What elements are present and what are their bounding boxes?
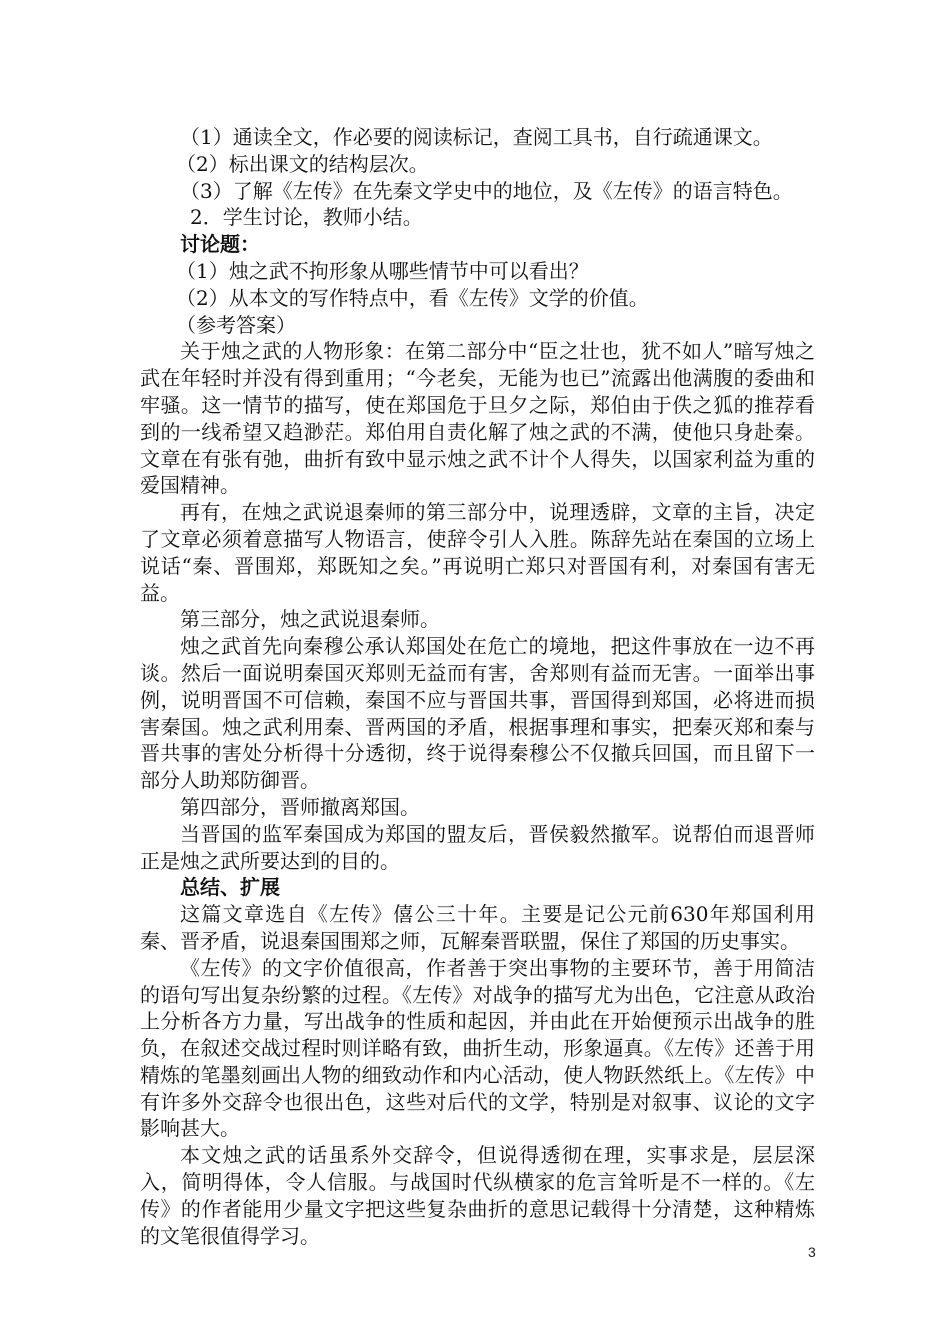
list-item-read-text: （1）通读全文，作必要的阅读标记，查阅工具书，自行疏通课文。 (180, 125, 773, 149)
paragraph-part-three-detail: 烛之武首先向秦穆公承认郑国处在危亡的境地，把这件事放在一边不再谈。然后一面说明秦国灭郑则无益而有害，舍郑则有益而无害。一面举出事例，说明晋国不可信赖，秦国不应与晋国共事，晋国得到郑国，必将进而损害秦国。烛之武利用秦、晋两国的矛盾，根据事理和事实，把秦灭郑和秦与晋共事的害处分析得十分透彻，终于说得秦穆公不仅撤兵回国，而且留下一部分人助郑防御晋。 (140, 634, 815, 793)
paragraph-part-three-analysis: 再有，在烛之武说退秦师的第三部分中，说理透辟，文章的主旨，决定了文章必须着意描写人物语言，使辞令引人入胜。陈辞先站在秦国的立场上说话“秦、晋围郑，郑既知之矣。”再说明亡郑只对晋国有利，对秦国有害无益。 (140, 500, 815, 605)
paragraph-character-image: 关于烛之武的人物形象：在第二部分中“臣之壮也，犹不如人”暗写烛之武在年轻时并没有得到重用；“今老矣，无能为也已”流露出他满腹的委曲和牢骚。这一情节的描写，使在郑国危于旦夕之际，郑伯由于佚之狐的推荐看到的一线希望又趋渺茫。郑伯用自责化解了烛之武的不满，使他只身赴秦。文章在有张有弛，曲折有致中显示烛之武不计个人得失，以国家利益为重的爱国精神。 (140, 339, 815, 498)
list-item-structure: （2）标出课文的结构层次。 (176, 151, 429, 176)
paragraph-zuozhuan-value: 《左传》的文字价值很高，作者善于突出事物的主要环节，善于用简洁的语句写出复杂纷繁的过程。《左传》对战争的描写尤为出色，它注意从政治上分析各方力量，写出战争的性质和起因，并由此在开始便预示出战争的胜负，在叙述交战过程时则详略有致，曲折生动，形象逼真。《左传》还善于用精炼的笔墨刻画出人物的细致动作和内心活动，使人物跃然纸上。《左传》中有许多外交辞令也很出色，这些对后代的文学，特别是对叙事、议论的文字影响甚大。 (140, 955, 815, 1141)
paragraph-part-four-title: 第四部分，晋师撤离郑国。 (180, 794, 420, 819)
list-item-zuozhuan-status: （3）了解《左传》在先秦文学史中的地位，及《左传》的语言特色。 (180, 178, 793, 203)
heading-discussion-topics: 讨论题： (180, 232, 260, 257)
document-body (140, 124, 815, 1249)
paragraph-summary-source: 这篇文章选自《左传》僖公三十年。主要是记公元前630年郑国利用秦、晋矛盾，说退秦国围郑之师，瓦解秦晋联盟，保住了郑国的历史事实。 (140, 902, 815, 953)
question-2: （2）从本文的写作特点中，看《左传》文学的价值。 (176, 285, 649, 310)
page-number: 3 (808, 1244, 816, 1260)
paragraph-conclusion: 本文烛之武的话虽系外交辞令，但说得透彻在理，实事求是，层层深入，简明得体，令人信服。与战国时代纵横家的危言耸听是不一样的。《左传》的作者能用少量文字把这些复杂曲折的意思记载得十分清楚，这种精炼的文笔很值得学习。 (140, 1143, 815, 1248)
list-item-discussion: 2．学生讨论，教师小结。 (190, 205, 423, 230)
reference-answer-label: （参考答案） (176, 312, 296, 337)
heading-summary: 总结、扩展 (180, 875, 280, 900)
paragraph-part-three-title: 第三部分，烛之武说退秦师。 (180, 607, 440, 632)
paragraph-part-four-detail: 当晋国的监军秦国成为郑国的盟友后，晋侯毅然撤军。说帮伯而退晋师正是烛之武所要达到的目的。 (140, 821, 815, 873)
question-1: （1）烛之武不拘形象从哪些情节中可以看出？ (176, 258, 589, 283)
